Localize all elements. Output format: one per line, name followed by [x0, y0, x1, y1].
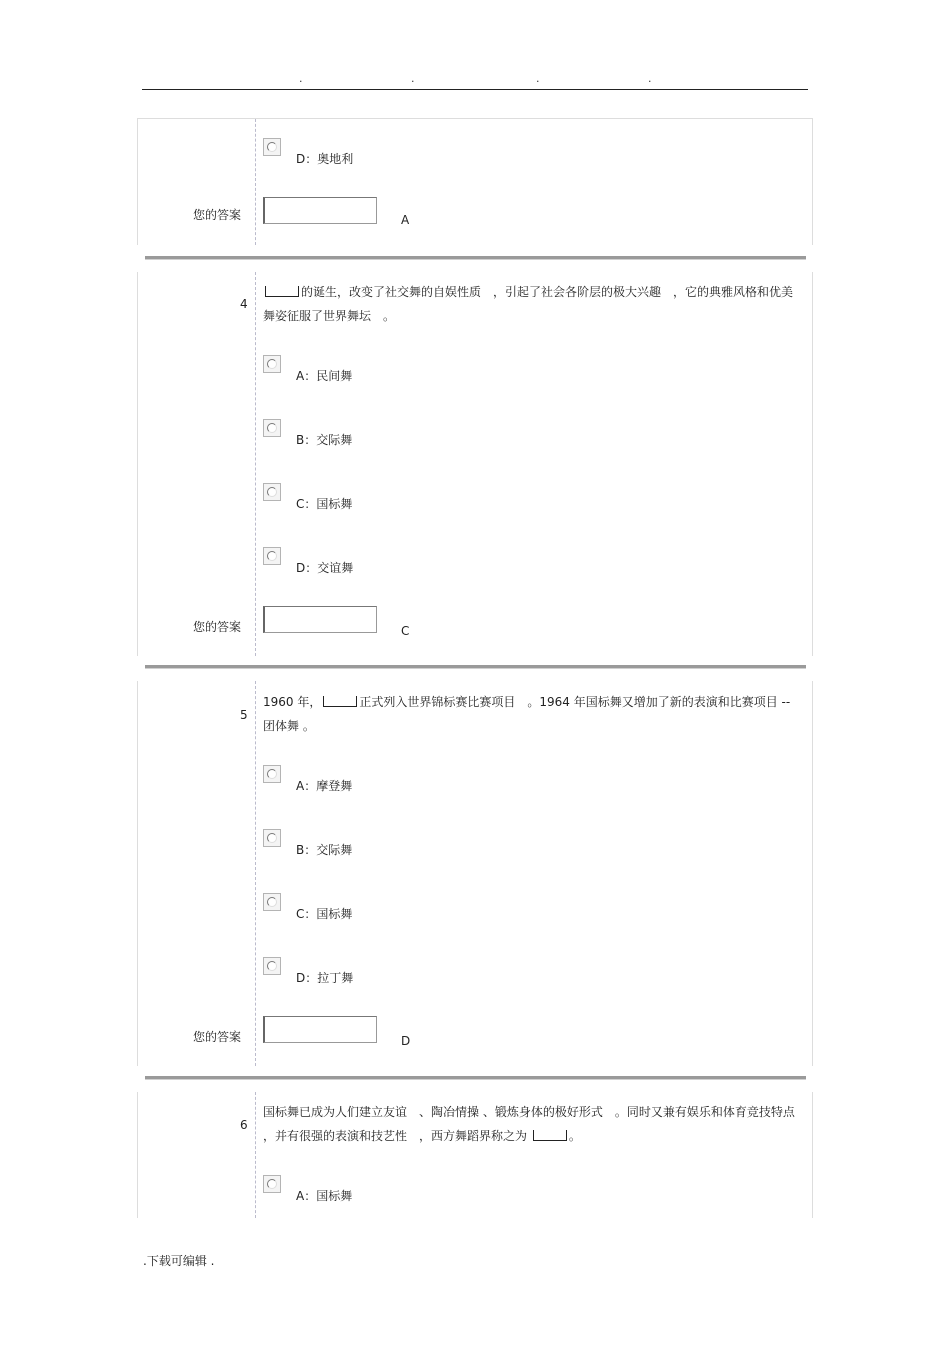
question-5-panel — [137, 681, 813, 1066]
question-3-panel — [137, 118, 813, 245]
option-label: A：国标舞 — [296, 1189, 353, 1203]
option-label: D：拉丁舞 — [296, 971, 354, 985]
radio-icon[interactable] — [263, 829, 281, 847]
radio-icon[interactable] — [263, 893, 281, 911]
question-number: 5 — [240, 708, 248, 722]
question-separator — [145, 1076, 806, 1080]
question-text-part: 正式列入世界锦标赛比赛项目 。1964 年国标舞又增加了新的表演和比赛项目 -- 团体舞 。 — [263, 695, 791, 733]
column-divider — [255, 1092, 256, 1218]
question-text-part: 。 — [568, 1129, 581, 1143]
radio-icon[interactable] — [263, 1175, 281, 1193]
question-separator — [145, 665, 806, 669]
radio-icon[interactable] — [263, 483, 281, 501]
question-text-part: 的诞生，改变了社交舞的自娱性质 ，引起了社会各阶层的极大兴趣 ，它的典雅风格和优美舞姿征服了世界舞坛 。 — [263, 285, 794, 323]
answer-value: C — [401, 624, 410, 638]
radio-icon[interactable] — [263, 957, 281, 975]
column-divider — [255, 272, 256, 656]
radio-icon[interactable] — [263, 419, 281, 437]
question-text-part: 国标舞已成为人们建立友谊 、陶冶情操 、锻炼身体的极好形式 。同时又兼有娱乐和体育竞技特点 ，并有很强的表演和技艺性 ，西方舞蹈界称之为 — [263, 1105, 795, 1143]
header-dot: . — [648, 72, 652, 85]
header-dot: . — [411, 72, 415, 85]
question-separator — [145, 256, 806, 260]
header-dots — [0, 72, 950, 84]
answer-label: 您的答案 — [193, 620, 242, 634]
option-label: D：交谊舞 — [296, 561, 354, 575]
radio-icon[interactable] — [263, 765, 281, 783]
column-divider — [255, 119, 256, 245]
radio-icon[interactable] — [263, 547, 281, 565]
question-text — [263, 690, 798, 738]
question-text — [263, 280, 798, 328]
question-number: 6 — [240, 1118, 248, 1132]
question-4-panel — [137, 272, 813, 656]
header-dot: . — [536, 72, 540, 85]
answer-value: D — [401, 1034, 411, 1048]
option-label: C：国标舞 — [296, 497, 353, 511]
radio-icon[interactable] — [263, 138, 281, 156]
question-text — [263, 1100, 798, 1148]
option-label: A：摩登舞 — [296, 779, 353, 793]
header-dot: . — [299, 72, 303, 85]
answer-label: 您的答案 — [193, 208, 242, 222]
answer-input[interactable] — [263, 606, 377, 633]
option-label: B：交际舞 — [296, 843, 353, 857]
answer-blank — [323, 696, 357, 707]
answer-label: 您的答案 — [193, 1030, 242, 1044]
answer-input[interactable] — [263, 197, 377, 224]
option-label: D：奥地利 — [296, 152, 354, 166]
answer-input[interactable] — [263, 1016, 377, 1043]
answer-blank — [533, 1130, 567, 1141]
header-rule — [142, 89, 808, 90]
option-label: A：民间舞 — [296, 369, 353, 383]
option-label: C：国标舞 — [296, 907, 353, 921]
option-label: B：交际舞 — [296, 433, 353, 447]
column-divider — [255, 681, 256, 1066]
footer-note: .下载可编辑 . — [143, 1254, 215, 1268]
radio-icon[interactable] — [263, 355, 281, 373]
answer-value: A — [401, 213, 410, 227]
answer-blank — [265, 286, 299, 297]
question-number: 4 — [240, 297, 248, 311]
question-text-part: 1960 年， — [263, 695, 322, 709]
